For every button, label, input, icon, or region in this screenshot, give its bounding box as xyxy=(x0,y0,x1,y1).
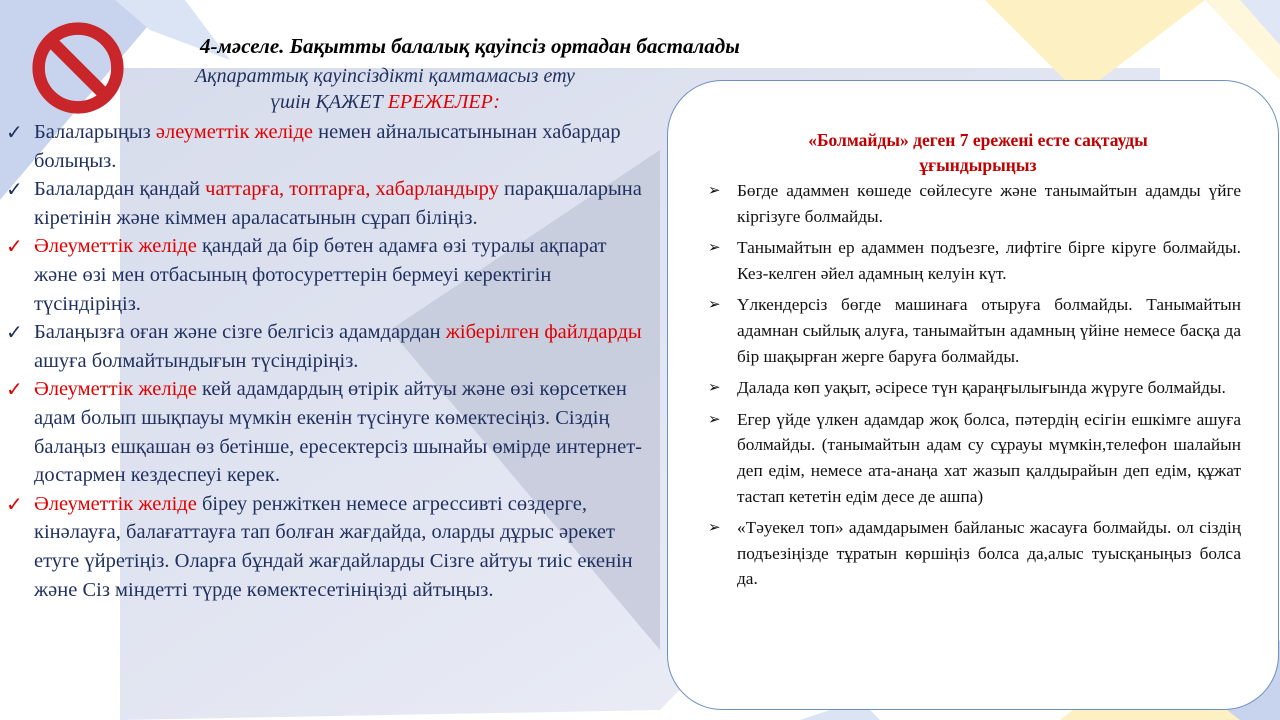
arrow-bullet-icon: ➢ xyxy=(708,238,721,257)
rule-item xyxy=(708,375,1241,401)
page-title: 4-мәселе. Бақытты балалық қауіпсіз ортадан басталады xyxy=(200,34,740,58)
list-item xyxy=(4,490,644,604)
checkmark-icon: ✓ xyxy=(6,491,23,516)
checkmark-icon: ✓ xyxy=(6,120,23,144)
list-item xyxy=(4,375,644,489)
subtitle-line-1: Ақпараттық қауіпсіздікті қамтамасыз ету xyxy=(195,65,575,87)
checkmark-icon: ✓ xyxy=(6,234,23,259)
item-text: немен айналысатынынан хабардар болыңыз. xyxy=(34,121,621,172)
list-item xyxy=(4,232,644,318)
prohibition-sign-icon xyxy=(30,20,126,116)
rule-text: Танымайтын ер адаммен подъезге, лифтіге бірге кіруге болмайды. Кез-келген әйел адамның келуін күт. xyxy=(737,238,1241,283)
highlight-text: әлеуметтік желіде xyxy=(155,121,314,143)
parent-rules-list xyxy=(4,118,644,604)
checkmark-icon: ✓ xyxy=(6,377,23,402)
checkmark-icon: ✓ xyxy=(6,320,23,345)
item-text: қандай да бір бөтен адамға өзі туралы ақпарат және өзі мен отбасының фотосуреттерін бермеуі керектігін түсіндіріңіз. xyxy=(34,235,607,315)
rule-item xyxy=(708,515,1241,592)
highlight-text: Әлеуметтік желіде xyxy=(34,492,197,515)
subtitle-highlight: ЕРЕЖЕЛЕР: xyxy=(387,91,501,113)
rule-item xyxy=(708,235,1241,286)
rule-text: «Тәуекел топ» адамдарымен байланыс жасауға болмайды. ол сіздің подъезіңізде тұратын көршіңіз болса да,алыс туысқаныңыз болса да. xyxy=(737,518,1241,589)
item-text: Балалардан қандай xyxy=(34,178,206,201)
rule-item xyxy=(708,292,1241,369)
arrow-bullet-icon: ➢ xyxy=(708,181,721,199)
card-rules-list xyxy=(708,178,1241,598)
list-item xyxy=(4,318,644,375)
highlight-text: Әлеуметтік желіде xyxy=(34,378,197,401)
rule-text: Бөгде адаммен көшеде сөйлесуге және танымайтын адамды үйге кіргізуге болмайды. xyxy=(737,181,1241,226)
item-text: Балаларыңыз xyxy=(34,121,156,143)
arrow-bullet-icon: ➢ xyxy=(708,295,721,314)
highlight-text: жіберілген файлдарды xyxy=(445,321,642,344)
rule-text: Үлкендерсіз бөгде машинаға отыруға болмайды. Танымайтын адамнан сыйлық алуға, танымайтын адамның үйіне немесе басқа да бір шақырған жерге баруға болмайды. xyxy=(737,295,1241,366)
item-text: Балаңызға оған және сізге белгісіз адамдардан xyxy=(34,321,446,344)
arrow-bullet-icon: ➢ xyxy=(708,518,721,537)
checkmark-icon: ✓ xyxy=(6,177,23,202)
list-item xyxy=(4,175,644,232)
item-text: ашуға болмайтындығын түсіндіріңіз. xyxy=(34,349,359,372)
arrow-bullet-icon: ➢ xyxy=(708,409,721,428)
highlight-text: чаттарға, топтарға, хабарландыру xyxy=(205,178,499,201)
page-subtitle xyxy=(150,63,620,115)
card-title: «Болмайды» деген 7 ережені есте сақтауды ұғындырыңыз xyxy=(808,130,1148,175)
highlight-text: Әлеуметтік желіде xyxy=(34,235,197,258)
rule-item xyxy=(708,178,1241,229)
item-text: парақшаларына кіретінін және кіммен араласатынын сұрап біліңіз. xyxy=(34,178,642,229)
rule-text: Далада көп уақыт, әсіресе түн қараңғылығында жүруге болмайды. xyxy=(737,378,1226,398)
list-item xyxy=(4,118,644,175)
rules-card xyxy=(667,80,1279,710)
item-text: біреу ренжіткен немесе агрессивті сөздерге, кінәлауға, балағаттауға тап болған жағдайда, оларды дұрыс әрекет етуге үйретіңіз. Оларға бұндай жағдайларды Сізге айтуы тиіс екенін және Сіз міндетті түрде көмектесетініңізді айтыңыз. xyxy=(34,492,633,601)
rule-item xyxy=(708,407,1241,509)
item-text: кей адамдардың өтірік айтуы және өзі көрсеткен адам болып шықпауы мүмкін екенін түсінуге көмектесіңіз. Сіздің балаңыз ешқашан өз бетінше, ересектерсіз шынайы өмірде интернет-достармен кездеспеуі керек. xyxy=(34,378,642,487)
subtitle-prefix: үшін ҚАЖЕТ xyxy=(269,91,388,113)
arrow-bullet-icon: ➢ xyxy=(708,378,721,397)
subtitle-line-2 xyxy=(150,89,620,115)
rule-text: Егер үйде үлкен адамдар жоқ болса, пәтердің есігін ешкімге ашуға болмайды. (танымайтын адам су сұрауы мүмкін,телефон шалайын деп едім, немесе ата-анаңа хат жазып қалдырайын деп едім, құжат тастап кететін едім десе де ашпа) xyxy=(737,409,1241,506)
